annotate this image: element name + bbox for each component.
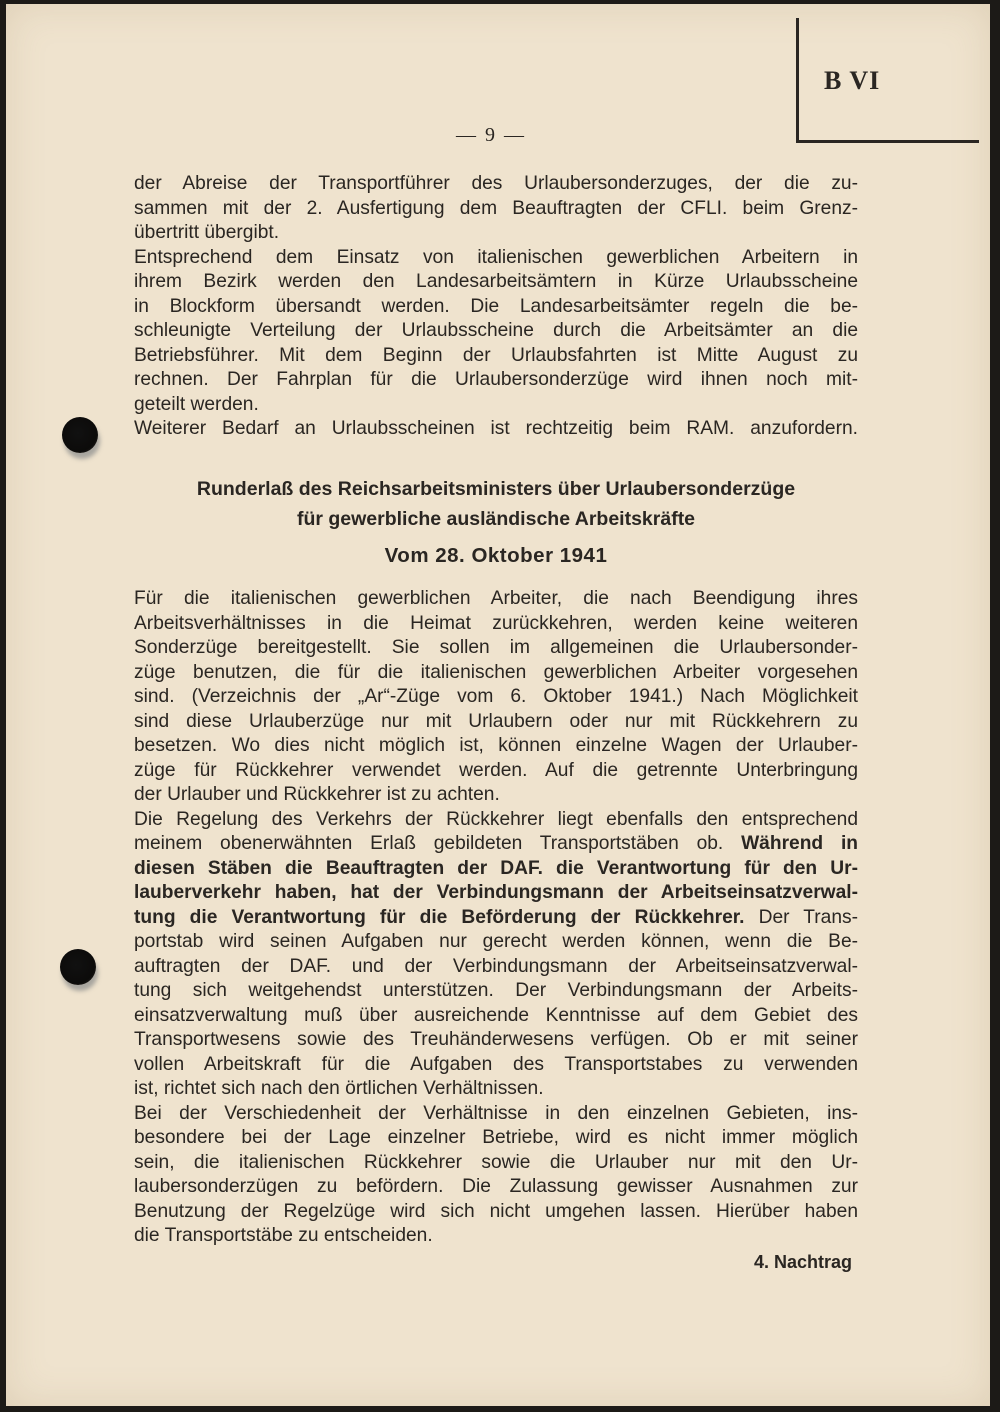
text-line: züge benutzen, die für die italienischen gewerblichen Arbeiter vorgesehen (134, 661, 858, 683)
text-line: vollen Arbeitskraft für die Aufgaben des Transportstabes zu verwenden (134, 1053, 858, 1075)
text-line: der Abreise der Transportführer des Urlaubersonderzuges, der die zu- (134, 173, 858, 194)
text-line: Sonderzüge bereitgestellt. Sie sollen im allgemeinen die Urlaubersonder- (134, 637, 858, 658)
text-segment: meinem obenerwähnten Erlaß gebildeten Transportstäben ob. (134, 833, 724, 854)
text-line-mixed (134, 906, 858, 931)
text-line: Transportwesens sowie des Treuhänderwesens verfügen. Ob er mit seiner (134, 1029, 858, 1050)
text-line: sein, die italienischen Rückkehrer sowie die Urlauber nur mit den Ur- (134, 1151, 858, 1173)
text-line: tung sich weitgehendst unterstützen. Der Verbindungsmann der Arbeits- (134, 980, 858, 1001)
paragraph-block-top (134, 172, 858, 442)
text-line-mixed (134, 832, 858, 857)
text-line: ist, richtet sich nach den örtlichen Verhältnissen. (134, 1078, 544, 1099)
text-line: züge für Rückkehrer verwendet werden. Auf die getrennte Unterbringung (134, 759, 858, 781)
text-segment: Der Trans- (758, 906, 858, 928)
punch-hole-icon (62, 417, 98, 453)
text-line: sind. (Verzeichnis der „Ar“-Züge vom 6. Oktober 1941.) Nach Möglichkeit (134, 686, 858, 707)
paragraph-block-main (134, 587, 858, 1249)
text-line: laubersonderzügen zu befördern. Die Zulassung gewisser Ausnahmen zur (134, 1176, 858, 1197)
supplement-label: 4. Nachtrag (754, 1252, 853, 1272)
text-line: besetzen. Wo dies nicht möglich ist, können einzelne Wagen der Urlauber- (134, 735, 858, 756)
bold-text-segment: tung die Verantwortung für die Beförderung der Rückkehrer. (134, 906, 745, 928)
text-line: portstab wird seinen Aufgaben nur gerecht werden können, wenn die Be- (134, 931, 858, 952)
page-number: — 9 — (456, 124, 526, 146)
decree-title-line-2: für gewerbliche ausländische Arbeitskräfte (296, 508, 696, 530)
decree-date: Vom 28. Oktober 1941 (384, 544, 608, 567)
bold-text-line: lauberverkehr haben, hat der Verbindungsmann der Arbeitseinsatzverwal- (134, 882, 858, 903)
text-line: Bei der Verschiedenheit der Verhältnisse in den einzelnen Gebieten, ins- (134, 1102, 858, 1124)
bold-text-segment: Während in (741, 833, 858, 854)
text-line: die Transportstäbe zu entscheiden. (134, 1225, 433, 1246)
text-line: der Urlauber und Rückkehrer ist zu achten. (134, 784, 500, 805)
text-line: Arbeitsverhältnisses in die Heimat zurückkehren, werden keine weiteren (134, 612, 858, 634)
text-line: einsatzverwaltung muß über ausreichende Kenntnisse auf dem Gebiet des (134, 1004, 858, 1026)
text-line: auftragten der DAF. und der Verbindungsmann der Arbeitseinsatzverwal- (134, 955, 858, 977)
text-line: Entsprechend dem Einsatz von italienischen gewerblichen Arbeitern in (134, 246, 858, 268)
text-line: sind diese Urlauberzüge nur mit Urlaubern oder nur mit Rückkehrern zu (134, 710, 858, 732)
text-line: Weiterer Bedarf an Urlaubsscheinen ist rechtzeitig beim RAM. anzufordern. (134, 418, 858, 439)
bold-text-line: diesen Stäben die Beauftragten der DAF. die Verantwortung für den Ur- (134, 857, 858, 879)
text-line: Die Regelung des Verkehrs der Rückkehrer liegt ebenfalls den entsprechend (134, 808, 858, 830)
text-line: Betriebsführer. Mit dem Beginn der Urlaubsfahrten ist Mitte August zu (134, 344, 858, 366)
text-line: geteilt werden. (134, 393, 259, 415)
text-line: übertritt übergibt. (134, 222, 280, 243)
text-line: Für die italienischen gewerblichen Arbeiter, die nach Beendigung ihres (134, 588, 858, 609)
text-line: Benutzung der Regelzüge wird sich nicht umgehen lassen. Hierüber haben (134, 1200, 858, 1222)
text-line: sammen mit der 2. Ausfertigung dem Beauftragten der CFLI. beim Grenz- (134, 197, 858, 219)
section-tab-label: B VI (824, 66, 881, 95)
text-line: schleunigte Verteilung der Urlaubsscheine durch die Arbeitsämter an die (134, 320, 858, 341)
text-line: in Blockform übersandt werden. Die Landesarbeitsämter regeln die be- (134, 295, 858, 317)
text-line: ihrem Bezirk werden den Landesarbeitsämtern in Kürze Urlaubsscheine (134, 271, 858, 292)
text-line: rechnen. Der Fahrplan für die Urlaubersonderzüge wird ihnen noch mit- (134, 369, 858, 390)
text-line: besondere bei der Lage einzelner Betriebe, wird es nicht immer möglich (134, 1127, 858, 1148)
decree-title-line-1: Runderlaß des Reichsarbeitsministers über Urlaubersonderzüge (196, 478, 796, 500)
punch-hole-icon (60, 949, 96, 985)
